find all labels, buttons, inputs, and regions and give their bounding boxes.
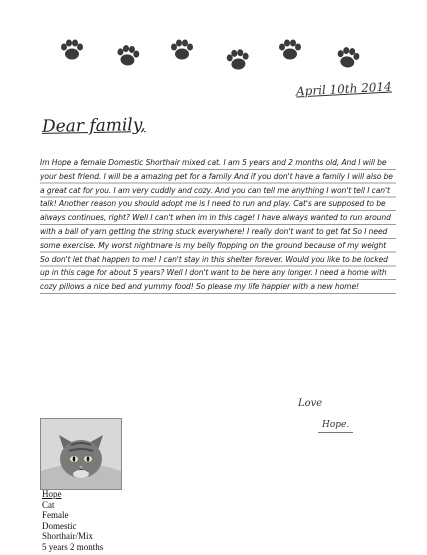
letter-closing: Love bbox=[298, 398, 323, 409]
paw-print-icon bbox=[171, 40, 193, 60]
paw-print-icon bbox=[336, 46, 361, 70]
letter-body: Im Hope a female Domestic Shorthair mixed cat. I am 5 years and 2 months old, And I will be your best friend. I will be a amazing pet for a family And if you don't have a family I will also be a great cat for you. I am very cuddly and cozy. And you can tell me anything I won't tell I can't talk! Another reason you should adopt me is I need to run and play. Cat's are supposed to be always continues, right? Well I can't when im in this cage! I have always wanted to run around with a ball of yarn getting the string stuck everywhere! I really don't want to get fat So I need some exercise. My worst nightmare is my belly flopping on the ground because of my weight So don't let that happen to me! I can't stay in this shelter forever. Would you like to be locked up in this cage for about 5 years? Well I don't want to be here any longer. I need a home with cozy pillows a nice bed and yummy food! So please my life happier with a new home! bbox=[40, 156, 396, 294]
paw-prints-border bbox=[48, 34, 378, 74]
pet-breed-line1: Domestic bbox=[42, 520, 77, 531]
letter-date: April 10th 2014 bbox=[295, 79, 393, 99]
pet-breed-line2: Shorthair/Mix bbox=[42, 531, 93, 542]
pet-name-link[interactable]: Hope bbox=[42, 489, 62, 499]
paw-print-icon bbox=[226, 48, 250, 70]
paw-print-icon bbox=[61, 40, 83, 60]
cat-photo bbox=[40, 418, 122, 490]
pet-profile bbox=[42, 489, 103, 553]
letter-signature: Hope. bbox=[318, 420, 353, 433]
pet-species: Cat bbox=[42, 499, 55, 510]
paw-print-icon bbox=[116, 44, 141, 67]
pet-age: 5 years 2 months bbox=[42, 541, 104, 552]
paw-print-icon bbox=[279, 40, 301, 60]
letter-salutation: Dear family, bbox=[41, 115, 146, 137]
pet-sex: Female bbox=[42, 510, 69, 521]
